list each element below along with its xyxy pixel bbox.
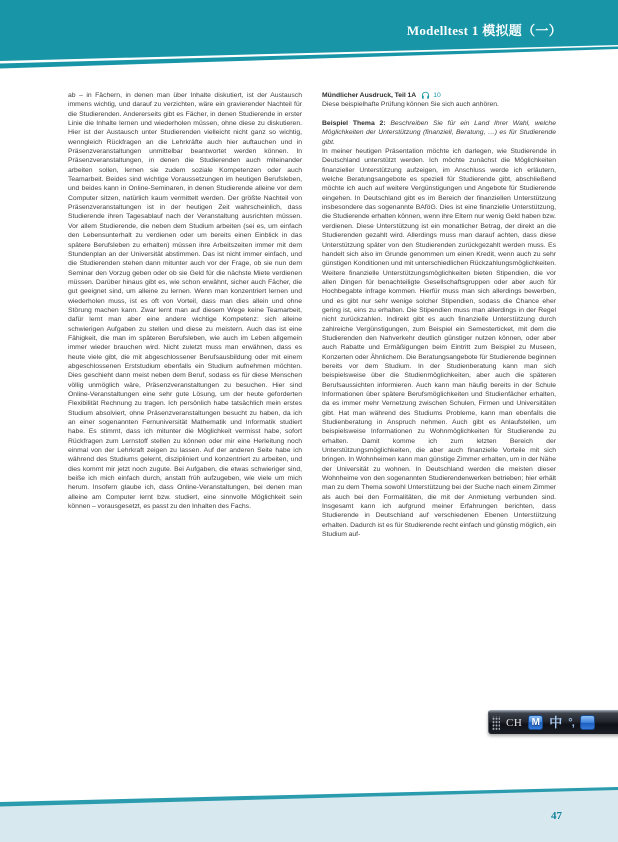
headphones-icon [421,91,430,100]
ime-clipped-icon[interactable] [580,715,595,730]
grip-dots-icon[interactable] [492,716,500,730]
left-column-text: ab – in Fächern, in denen man über Inhalte diskutiert, ist der Austausch immens wichtig, und darauf zu verzichten, wäre ein gravierender Nachteil für die Studierenden. Andererseits gibt es Fächer, in denen Studierende in erster Linie die Inhalte lernen und wiederholen müssen, ohne diese zu diskutieren. Hier ist der Austausch unter Studierenden vielleicht nicht ganz so wichtig, wenngleich Rückfragen an die Lehrkräfte auch hier auftauchen und in Präsenzveranstaltungen unmittelbar beantwortet werden können. In Präsenzveranstaltungen, in denen die Studierenden auch miteinander arbeiten sollen, lernen sie zudem soziale Kompetenzen oder auch Teamarbeit. Beides sind wichtige Voraussetzungen im heutigen Berufsleben, und beides kann in Online-Seminaren, in denen Studierende alleine vor dem Computer sitzen, natürlich kaum vermittelt werden. Der größte Nachteil von Präsenzveranstaltungen ist in der heutigen Zeit wahrscheinlich, dass Studierende ihren Tagesablauf nach der Veranstaltung ausrichten müssen. Vor allem Studierende, die neben dem Studium arbeiten (sei es, um einfach den Lebensunterhalt zu verdienen oder um bereits einen Einblick in das spätere Berufsleben zu erhalten) müssen ihre Arbeitszeiten immer mit dem Stundenplan an der Universität abstimmen. Das ist nicht immer einfach, und die Studierenden stehen dann mitunter auch vor der Frage, ob sie nun dem Seminar den Vorzug geben oder ob sie Geld für die nächste Miete verdienen müssen. Darüber hinaus gibt es, wie schon erwähnt, sicher auch Fächer, die gut geeignet sind, um alleine zu lernen. Wenn man konzentriert lernen und wiederholen muss, ist es oft von Vorteil, dass man dies allein und ohne Störung machen kann. Zwar lernt man auf diesem Wege keine Teamarbeit, dafür lernt man aber eine andere wichtige Kompetenz: sich alleine schwierigen Aufgaben zu stellen und diese zu meistern. Auch das ist eine Fähigkeit, die man im späteren Berufsleben, wie auch im Leben allgemein immer wieder brauchen wird. Nicht zuletzt muss man erwähnen, dass es heute viele gibt, die mit abgeschlossener Berufsausbildung oder mit einem abgeschlossenen Erststudium ebenfalls ein Studium aufnehmen möchten. Dies geschieht dann meist neben dem Beruf, sodass es für diese Menschen völlig unmöglich wäre, Präsenzveranstaltungen zu besuchen. Hier sind Online-Veranstaltungen eine sehr gute Lösung, um der heute geforderten Flexibilität Rechnung zu tragen. Ich persönlich habe tatsächlich mein erstes Studium absolviert, ohne Präsenzveranstaltungen besucht zu haben, da ich an einer sogenannten Fernuniversität Mathematik und Informatik studiert habe. Es stimmt, dass ich mitunter die Möglichkeit vermisst habe, sofort Rückfragen zum Lernstoff stellen zu können oder mir eine Herleitung noch einmal von der Lehrkraft zeigen zu lassen. Auf der anderen Seite habe ich während des Studiums gelernt, diszipliniert und konzentriert zu arbeiten, und dies kommt mir jetzt noch zugute. Bei Aufgaben, die etwas schwieriger sind, beiße ich mich einfach durch, anstatt früh aufzugeben, wie viele um mich herum. Insofern glaube ich, dass Online-Veranstaltungen, bei denen man alleine am Computer lernt bzw. studiert, eine sinnvolle Möglichkeit sein können – vorausgesetzt, es passt zu den Inhalten des Fachs. [68,92,302,511]
page-title: Modelltest 1 模拟题（一） [406,23,562,38]
ime-chinese-mode-button[interactable]: 中 [549,715,563,730]
right-column-text: In meiner heutigen Präsentation möchte ich darlegen, wie Studierende in Deutschland unterstützt werden. Ich möchte zunächst die Möglichkeiten finanzieller Unterstützung aufzeigen, im Anschluss werde ich erläutern, welche Beratungsangebote es speziell für Studierende gibt, abschließend möchte ich auch auf weitere Vergünstigungen und Angebote für Studierende eingehen. In Deutschland gibt es im Bereich der finanziellen Unterstützung insbesondere das sogenannte BAföG. Dies ist eine finanzielle Unterstützung, die Studierende erhalten können, wenn ihre Eltern nur wenig Geld haben bzw. verdienen. Diese Unterstützung ist ein monatlicher Betrag, der direkt an die Studierenden gezahlt wird. Allerdings muss man darauf achten, dass diese Unterstützung später von den Studierenden zurückgezahlt werden muss. Es handelt sich also im Grunde genommen um einen Kredit, wenn auch zu sehr günstigen Konditionen und mit unterschiedlichen Rückzahlungsmöglichkeiten. Weitere finanzielle Unterstützungsmöglichkeiten bieten Stipendien, die vor allen Dingen für benachteiligte Gesellschaftsgruppen oder aber auch für Hochbegabte infrage kommen. Hierfür muss man sich allerdings bewerben, und es gibt nur sehr wenige solcher Stipendien, sodass die Chance eher gering ist, eins zu erhalten. Die Stipendien muss man allerdings in der Regel nicht zurückzahlen. Indirekt gibt es auch finanzielle Unterstützung durch zahlreiche Vergünstigungen, zum Beispiel ein Semesterticket, mit dem die Studierenden den Nahverkehr deutlich günstiger nutzen können, oder aber auch Rabatte und Ermäßigungen beim Eintritt zum Beispiel zu Museen, Konzerten oder Ähnlichem. Die Beratungsangebote für Studierende beginnen bereits vor dem Studium. In der Studienberatung kann man sich beispielsweise über die Studienmöglichkeiten, aber auch die späteren Berufsaussichten informieren. Auch kann man häufig bereits in der Schule Informationen über spätere Berufsmöglichkeiten und Studienfächer erhalten, da es immer mehr Vernetzung zwischen Schulen, Firmen und Universitäten gibt. Hat man während des Studiums Probleme, kann man ebenfalls die Studienberatung in Anspruch nehmen. Auch gibt es Anlaufstellen, um beispielsweise Informationen zu Wohnmöglichkeiten für Studierende zu erhalten. Damit komme ich zum letzten Bereich der Unterstützungsmöglichkeiten, die aber auch finanzielle Vorteile mit sich bringen. In Wohnheimen kann man günstige Zimmer erhalten, um in der Nähe der Universität zu wohnen. In Deutschland werden die meisten dieser Wohnheime von den sogenannten Studierendenwerken betrieben; hier erhält man zu dem Thema sowohl Unterstützung bei der Suche nach einem Zimmer als auch bei den Formalitäten, die mit der Anmietung verbunden sind. Insgesamt kann ich aufgrund meiner Erfahrungen berichten, dass Studierende in Deutschland auf verschiedenen Ebenen Unterstützung erhalten. Dadurch ist es für Studierende recht einfach und günstig möglich, ein Studium auf- [322,148,556,539]
ime-input-method-icon[interactable]: M [528,715,543,730]
ime-language-button[interactable]: CH [506,716,523,729]
audio-note: Diese beispielhafte Prüfung können Sie sich auch anhören. [322,101,499,109]
audio-track-number: 10 [433,92,441,99]
footer-band [0,782,618,842]
ime-punctuation-button[interactable]: °, [568,716,574,729]
page-number: 47 [551,810,562,822]
section-heading [322,91,556,100]
thema-label: Beispiel Thema 2: [322,120,386,128]
section-title: Mündlicher Ausdruck, Teil 1A [322,92,417,99]
thema-paragraph [322,119,556,147]
spacer [322,110,556,119]
ime-language-bar[interactable] [488,710,618,734]
thema-prompt: Beschreiben Sie für ein Land Ihrer Wahl, welche Möglichkeiten der Unterstützung (finanziell, Beratung, …) es für Studierende gibt. [322,120,556,146]
right-column [322,91,556,540]
left-column [68,91,302,511]
